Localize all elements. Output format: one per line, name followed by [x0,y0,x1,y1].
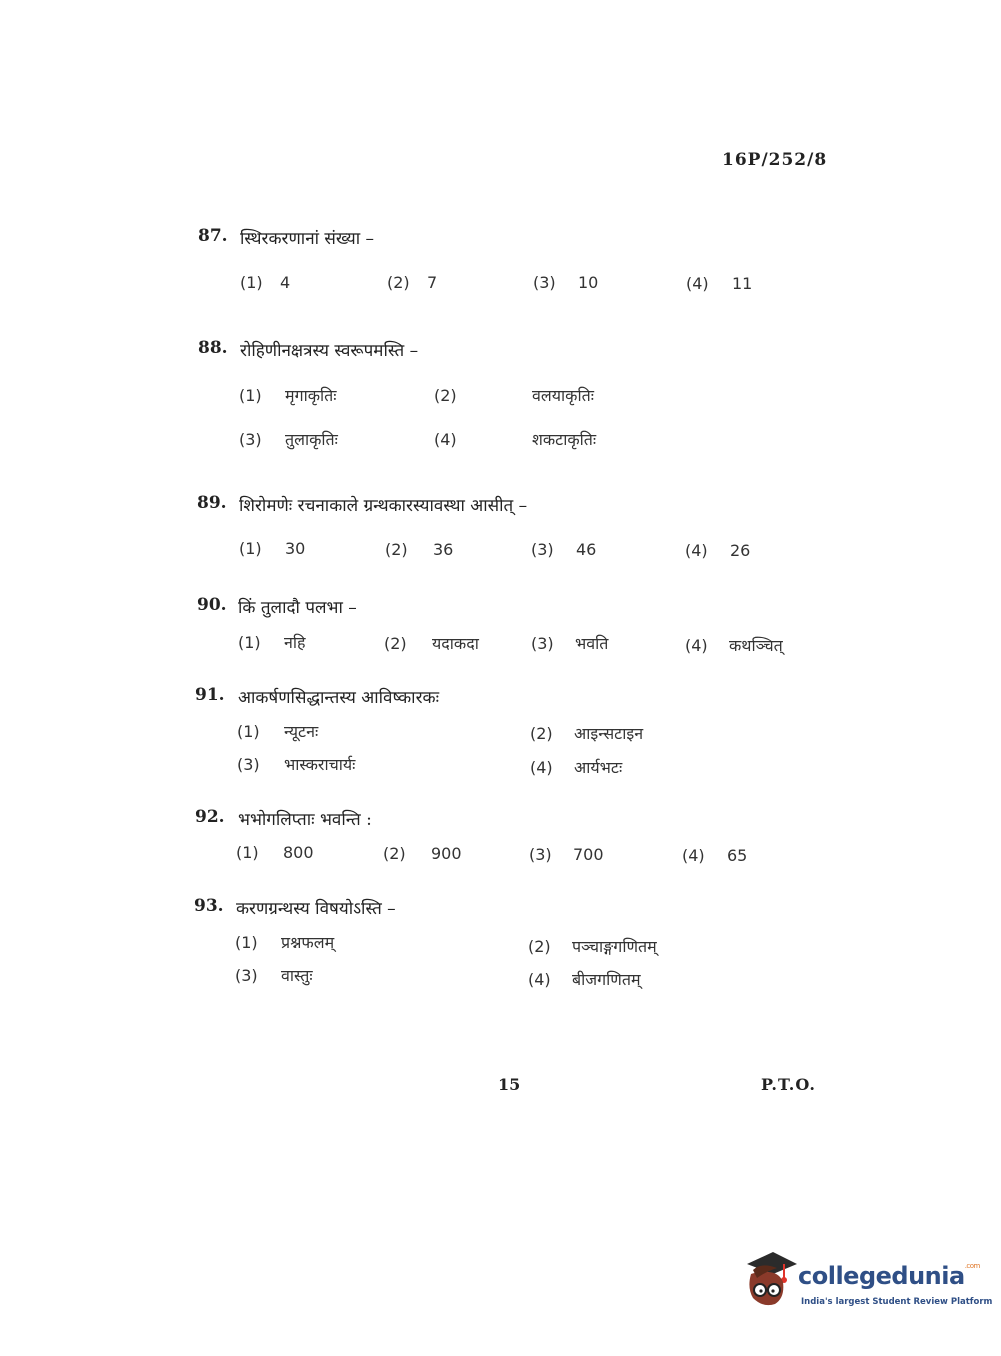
option [528,968,641,990]
option-text: 900 [431,844,462,863]
option-number: (1) [239,539,262,558]
question-number: 87. [198,226,228,246]
option-text: यदाकदा [432,634,479,653]
page-number: 15 [498,1075,521,1094]
option-number: (1) [236,843,259,862]
option-number: (4) [530,758,553,777]
option-number: (1) [235,933,258,952]
option-text: 800 [283,843,314,862]
option-number: (4) [685,636,708,655]
question-text: आकर्षणसिद्धान्तस्य आविष्कारकः [238,688,440,708]
option-number: (2) [530,724,553,743]
option-text: 11 [732,274,753,293]
option [685,634,783,656]
option-number: (3) [239,430,262,449]
option-number: (3) [531,634,554,653]
option [240,273,290,292]
brand-name-text: collegedunia [798,1262,965,1290]
question-number: 93. [194,896,224,916]
option-text: 4 [280,273,291,292]
option [235,931,334,953]
option-text: 7 [427,273,438,292]
option-number: (2) [385,540,408,559]
option-number: (4) [686,274,709,293]
option [384,632,479,654]
option-number: (3) [533,273,556,292]
option [239,384,337,406]
option-text: वास्तुः [281,966,313,985]
option [235,964,313,986]
option [387,273,437,292]
option-text: भास्कराचार्यः [284,755,356,774]
option-number: (2) [434,386,457,405]
option [533,273,598,292]
question-text: किं तुलादौ पलभा – [238,598,357,618]
option-text: 36 [433,540,454,559]
option [685,541,750,560]
option-number: (3) [235,966,258,985]
option [682,846,747,865]
option [239,428,338,450]
option-number: (2) [528,937,551,956]
option-number: (1) [239,386,262,405]
option-text: प्रश्नफलम् [281,933,335,952]
option [434,428,596,450]
question-text: भभोगलिप्ताः भवन्ति : [238,810,372,830]
option-number: (2) [384,634,407,653]
option [238,631,306,653]
option-text: आइन्सटाइन [574,724,644,743]
option [528,935,657,957]
option-number: (4) [434,430,457,449]
question-text: स्थिरकरणानां संख्या – [240,229,375,249]
option [531,632,608,654]
option-number: (2) [383,844,406,863]
option-text: 700 [573,845,604,864]
option-text: 26 [730,541,751,560]
option-text: भवति [575,634,609,653]
option-text: 30 [285,539,306,558]
brand-tagline: India's largest Student Review Platform [801,1297,993,1307]
option-text: वलयाकृतिः [532,386,594,405]
option [531,540,596,559]
question-text: शिरोमणेः रचनाकाले ग्रन्थकारस्यावस्था आसीत् – [239,496,528,516]
option [237,753,355,775]
option-text: 10 [578,273,599,292]
option-text: मृगाकृतिः [285,386,337,405]
option-number: (1) [238,633,261,652]
option-text: तुलाकृतिः [285,430,338,449]
option [529,845,604,864]
question-number: 89. [197,493,227,513]
question-number: 88. [198,338,228,358]
option-number: (1) [240,273,263,292]
option-number: (4) [528,970,551,989]
mascot-icon [743,1248,799,1312]
pto-label: P.T.O. [761,1075,816,1094]
option [236,843,314,862]
option [385,540,453,559]
option-text: 65 [727,846,748,865]
option [530,722,643,744]
question-number: 92. [195,807,225,827]
brand-suffix: .com [964,1262,980,1270]
option-number: (1) [237,722,260,741]
question-number: 90. [197,595,227,615]
option-text: नहि [284,633,306,652]
option-text: आर्यभटः [574,758,623,777]
option-number: (3) [531,540,554,559]
option-number: (3) [237,755,260,774]
brand-name [798,1262,980,1290]
option-text: पञ्चाङ्गगणितम् [572,937,657,956]
question-text: करणग्रन्थस्य विषयोऽस्ति – [236,899,396,919]
option-number: (4) [682,846,705,865]
question-text: रोहिणीनक्षत्रस्य स्वरूपमस्ति – [240,341,419,361]
option-number: (2) [387,273,410,292]
option [434,384,594,406]
option-text: बीजगणितम् [572,970,641,989]
option-text: 46 [576,540,597,559]
option-number: (4) [685,541,708,560]
paper-code: 16P/252/8 [722,150,828,170]
option [686,274,752,293]
option-text: शकटाकृतिः [532,430,597,449]
option-number: (3) [529,845,552,864]
option [383,844,462,863]
option-text: कथञ्चित् [729,636,783,655]
option [530,756,622,778]
option [239,539,305,558]
option-text: न्यूटनः [284,722,319,741]
question-number: 91. [195,685,225,705]
option [237,720,318,742]
